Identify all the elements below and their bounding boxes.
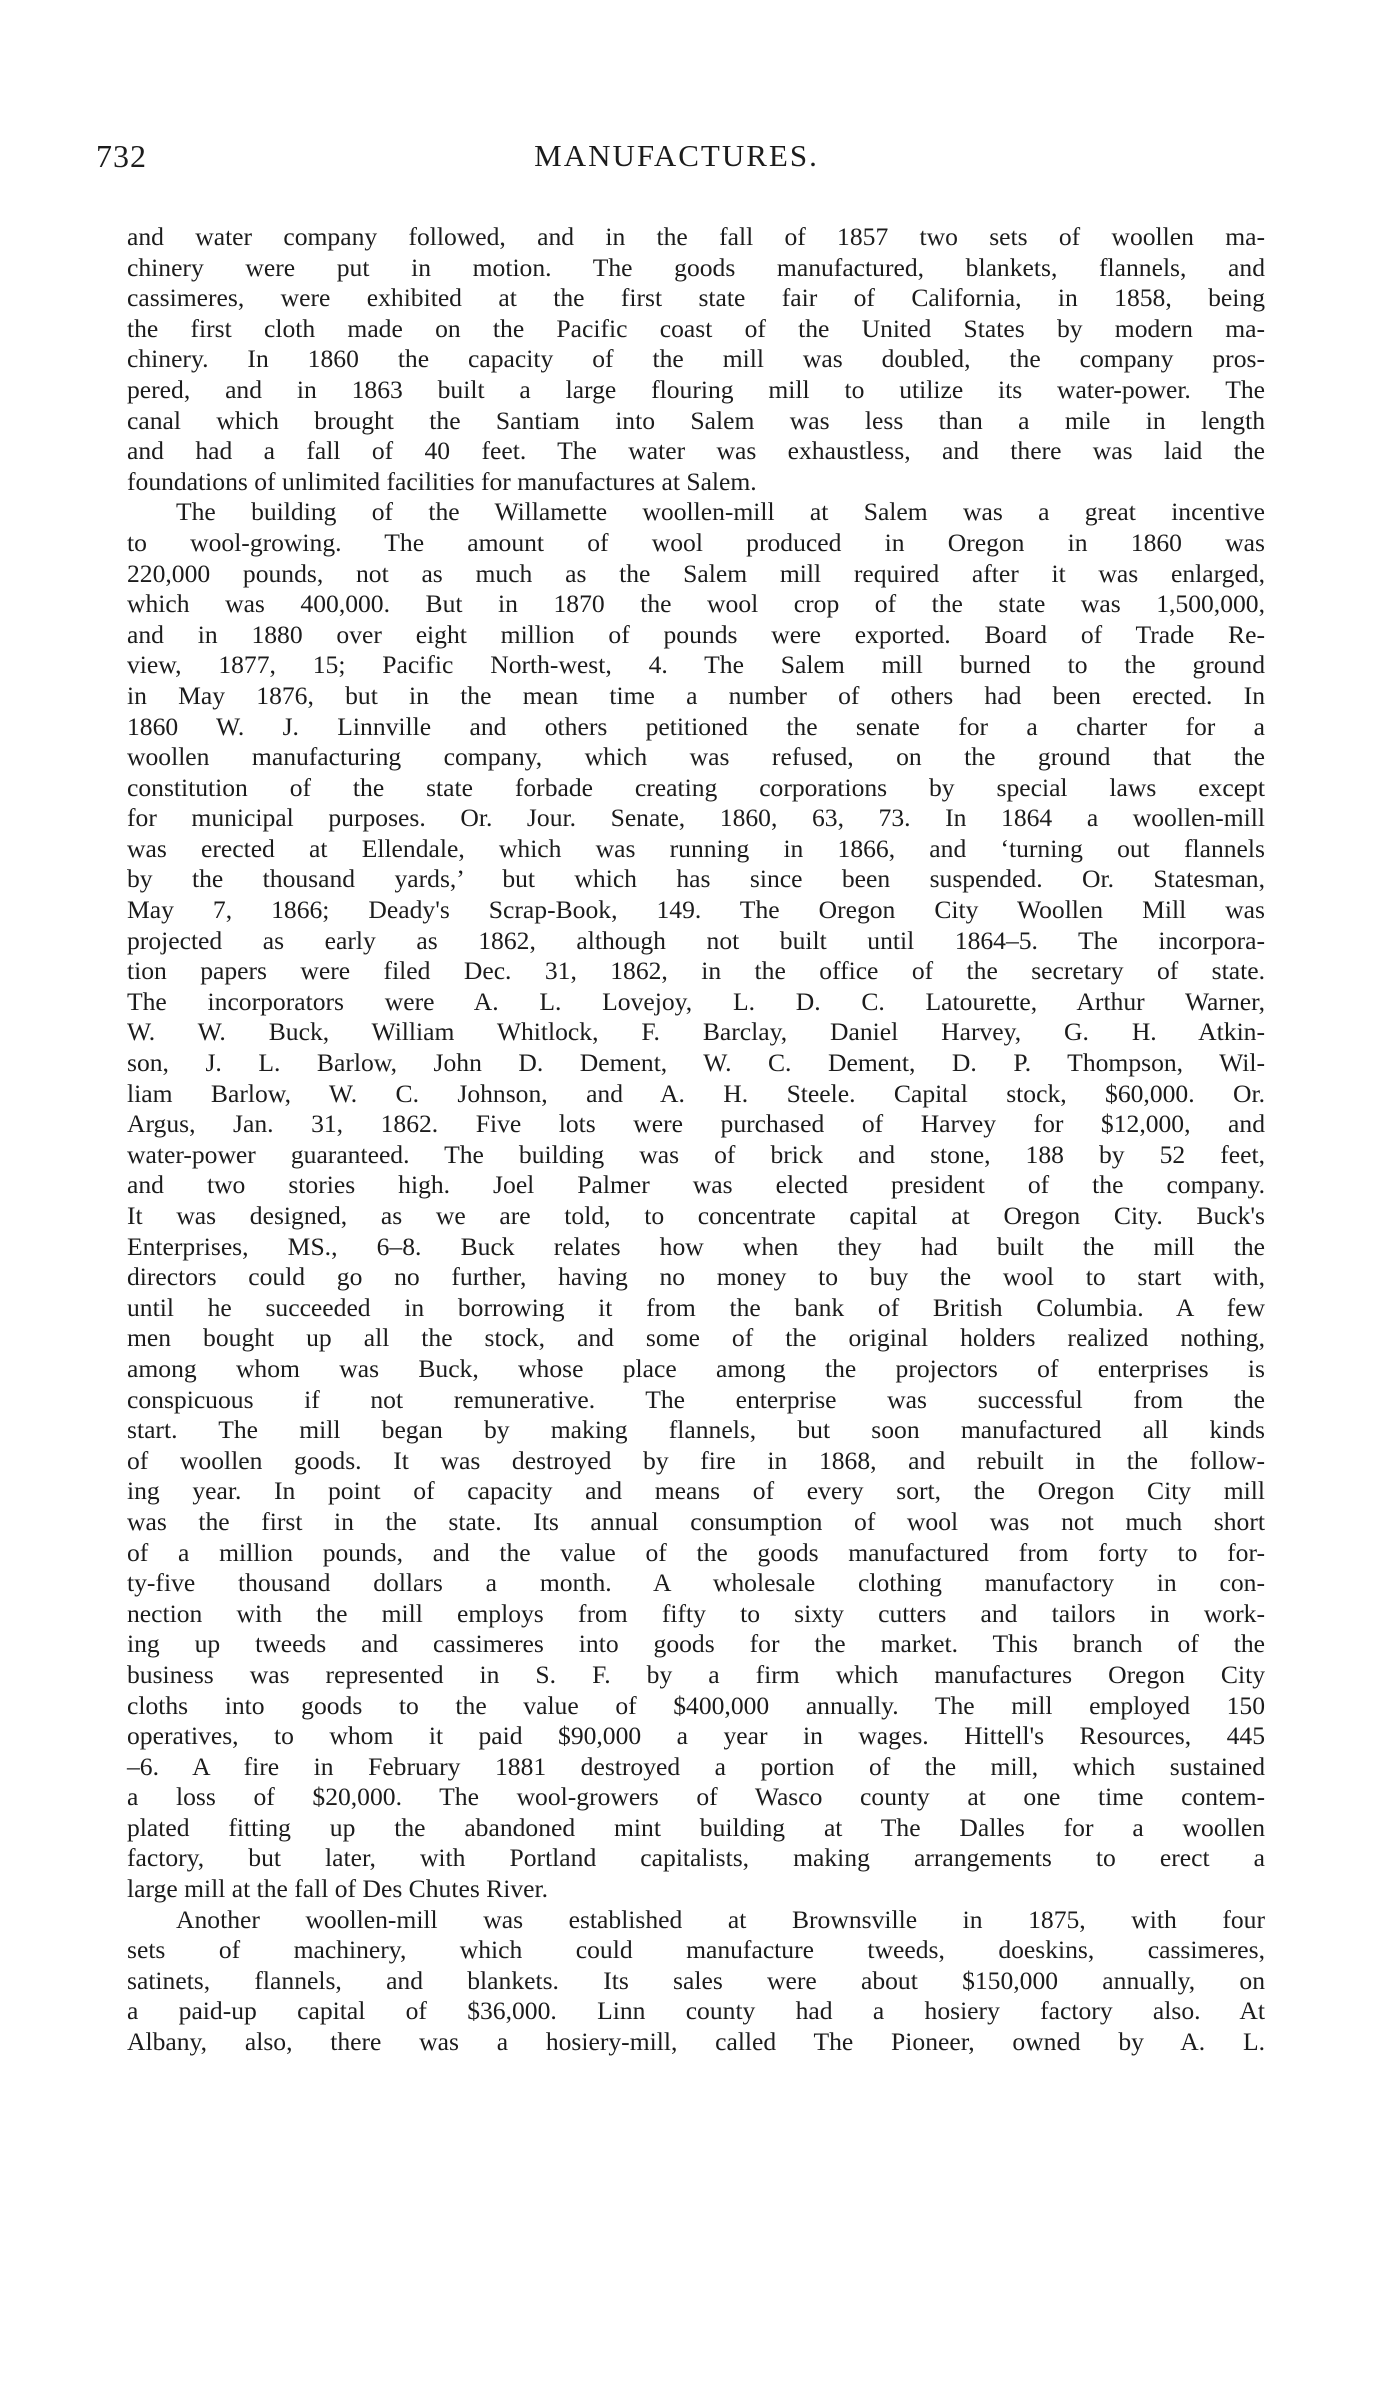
text-line: 1860 W. J. Linnville and others petitioned the senate for a charter for a: [127, 711, 1265, 741]
text-line: foundations of unlimited facilities for manufactures at Salem.: [127, 466, 757, 496]
text-line: constitution of the state forbade creating corporations by special laws except: [127, 772, 1265, 802]
text-line: a loss of $20,000. The wool-growers of Wasco county at one time contem-: [127, 1782, 1265, 1812]
text-line: and in 1880 over eight million of pounds were exported. Board of Trade Re-: [127, 619, 1265, 649]
text-line: nection with the mill employs from fifty to sixty cutters and tailors in work-: [127, 1598, 1265, 1628]
text-line: –6. A fire in February 1881 destroyed a portion of the mill, which sustained: [127, 1751, 1265, 1781]
text-line: Another woollen-mill was established at Brownsville in 1875, with four: [176, 1904, 1265, 1934]
text-line: operatives, to whom it paid $90,000 a year in wages. Hittell's Resources, 445: [127, 1721, 1265, 1751]
text-line: cloths into goods to the value of $400,000 annually. The mill employed 150: [127, 1690, 1265, 1720]
text-line: and two stories high. Joel Palmer was elected president of the company.: [127, 1170, 1265, 1200]
text-line: ing year. In point of capacity and means of every sort, the Oregon City mill: [127, 1476, 1265, 1506]
text-line: of a million pounds, and the value of the goods manufactured from forty to for-: [127, 1537, 1265, 1567]
text-line: and water company followed, and in the fall of 1857 two sets of woollen ma-: [127, 222, 1265, 251]
text-line: woollen manufacturing company, which was refused, on the ground that the: [127, 742, 1265, 772]
text-line: of woollen goods. It was destroyed by fire in 1868, and rebuilt in the follow-: [127, 1445, 1265, 1475]
text-line: large mill at the fall of Des Chutes River.: [127, 1874, 549, 1904]
text-line: in May 1876, but in the mean time a number of others had been erected. In: [127, 680, 1265, 710]
text-line: conspicuous if not remunerative. The enterprise was successful from the: [127, 1384, 1265, 1414]
text-line: directors could go no further, having no money to buy the wool to start with,: [127, 1262, 1265, 1292]
text-line: It was designed, as we are told, to concentrate capital at Oregon City. Buck's: [127, 1201, 1265, 1230]
text-line: was the first in the state. Its annual consumption of wool was not much short: [127, 1506, 1265, 1536]
text-line: to wool-growing. The amount of wool produced in Oregon in 1860 was: [127, 527, 1265, 557]
text-line: factory, but later, with Portland capitalists, making arrangements to erect a: [127, 1843, 1265, 1873]
text-line: May 7, 1866; Deady's Scrap-Book, 149. The Oregon City Woollen Mill was: [127, 895, 1265, 925]
text-line: water-power guaranteed. The building was of brick and stone, 188 by 52 feet,: [127, 1139, 1265, 1169]
text-line: Enterprises, MS., 6–8. Buck relates how when they had built the mill the: [127, 1231, 1265, 1261]
text-line: by the thousand yards,’ but which has since been suspended. Or. Statesman,: [127, 864, 1265, 894]
text-line: until he succeeded in borrowing it from the bank of British Columbia. A few: [127, 1292, 1265, 1322]
text-line: sets of machinery, which could manufacture tweeds, doeskins, cassimeres,: [127, 1935, 1265, 1965]
text-line: for municipal purposes. Or. Jour. Senate, 1860, 63, 73. In 1864 a woollen-mill: [127, 803, 1265, 833]
text-line: The building of the Willamette woollen-mill at Salem was a great incentive: [176, 497, 1265, 527]
text-line: tion papers were filed Dec. 31, 1862, in the office of the secretary of state.: [127, 956, 1265, 986]
text-line: ty-five thousand dollars a month. A wholesale clothing manufactory in con-: [127, 1568, 1265, 1598]
text-line: Albany, also, there was a hosiery-mill, called The Pioneer, owned by A. L.: [127, 2027, 1265, 2057]
text-line: son, J. L. Barlow, John D. Dement, W. C. Dement, D. P. Thompson, Wil-: [127, 1048, 1265, 1078]
text-line: chinery were put in motion. The goods manufactured, blankets, flannels, and: [127, 252, 1265, 282]
text-line: men bought up all the stock, and some of the original holders realized nothing,: [127, 1323, 1265, 1353]
text-line: projected as early as 1862, although not built until 1864–5. The incorpora-: [127, 925, 1265, 955]
text-line: pered, and in 1863 built a large flouring mill to utilize its water-power. The: [127, 374, 1265, 404]
text-line: 220,000 pounds, not as much as the Salem mill required after it was enlarged,: [127, 558, 1265, 588]
text-line: the first cloth made on the Pacific coast of the United States by modern ma-: [127, 313, 1265, 343]
text-line: cassimeres, were exhibited at the first state fair of California, in 1858, being: [127, 283, 1265, 313]
paragraph: [127, 222, 1265, 497]
text-line: among whom was Buck, whose place among the projectors of enterprises is: [127, 1353, 1265, 1383]
text-line: which was 400,000. But in 1870 the wool crop of the state was 1,500,000,: [127, 589, 1265, 619]
page-number: 732: [96, 138, 147, 174]
text-line: liam Barlow, W. C. Johnson, and A. H. Steele. Capital stock, $60,000. Or.: [127, 1078, 1265, 1108]
text-line: ing up tweeds and cassimeres into goods for the market. This branch of the: [127, 1629, 1265, 1659]
running-head: [96, 138, 1257, 184]
text-line: plated fitting up the abandoned mint building at The Dalles for a woollen: [127, 1812, 1265, 1842]
paragraph: [127, 497, 1265, 1904]
text-line: start. The mill began by making flannels, but soon manufactured all kinds: [127, 1415, 1265, 1445]
text-line: business was represented in S. F. by a firm which manufactures Oregon City: [127, 1659, 1265, 1689]
text-line: Argus, Jan. 31, 1862. Five lots were purchased of Harvey for $12,000, and: [127, 1109, 1265, 1139]
text-line: view, 1877, 15; Pacific North-west, 4. The Salem mill burned to the ground: [127, 650, 1265, 680]
text-line: W. W. Buck, William Whitlock, F. Barclay, Daniel Harvey, G. H. Atkin-: [127, 1017, 1265, 1047]
text-line: satinets, flannels, and blankets. Its sales were about $150,000 annually, on: [127, 1965, 1265, 1995]
text-line: a paid-up capital of $36,000. Linn county had a hosiery factory also. At: [127, 1996, 1265, 2026]
running-title: MANUFACTURES.: [534, 138, 819, 173]
paragraph: [127, 1905, 1265, 2058]
text-line: canal which brought the Santiam into Salem was less than a mile in length: [127, 405, 1265, 435]
body-text: [127, 222, 1265, 2058]
text-line: was erected at Ellendale, which was running in 1866, and ‘turning out flannels: [127, 833, 1265, 863]
text-line: and had a fall of 40 feet. The water was exhaustless, and there was laid the: [127, 436, 1265, 466]
text-line: The incorporators were A. L. Lovejoy, L. D. C. Latourette, Arthur Warner,: [127, 986, 1265, 1016]
text-line: chinery. In 1860 the capacity of the mill was doubled, the company pros-: [127, 344, 1265, 374]
